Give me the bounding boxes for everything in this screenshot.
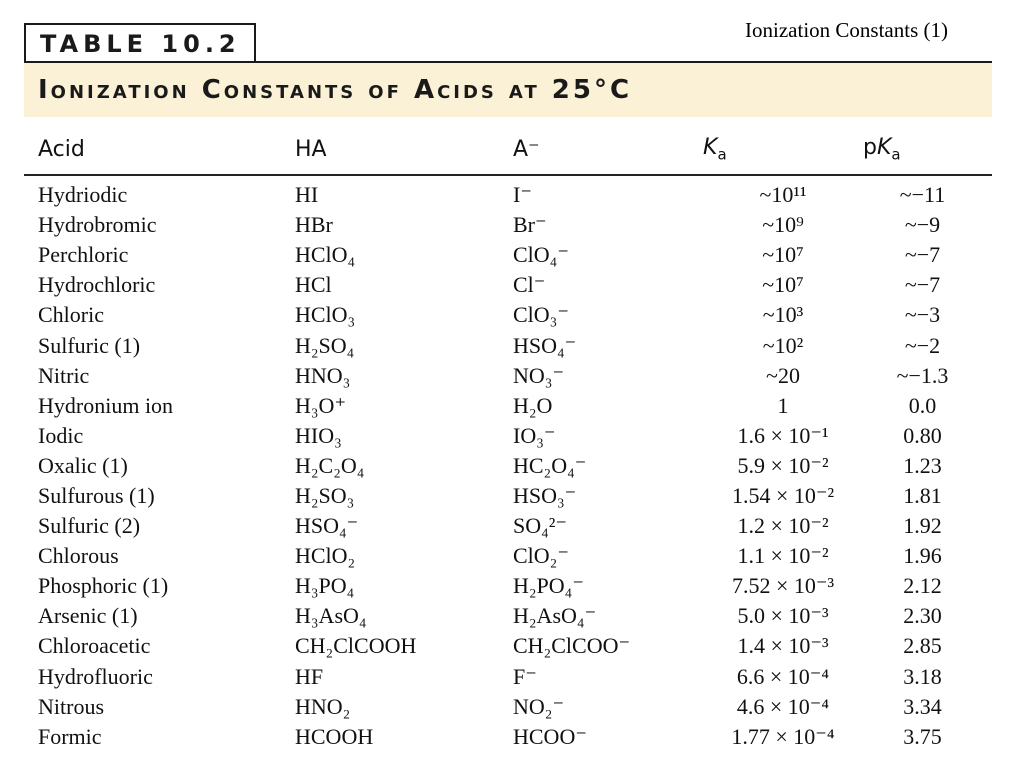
cell-ka: ~10²	[762, 332, 804, 358]
cell-a-minus: H₂PO₄⁻	[513, 573, 584, 599]
ionization-constants-table	[24, 124, 992, 752]
cell-a-minus: H₂AsO₄⁻	[513, 603, 597, 629]
cell-acid: Hydriodic	[38, 182, 128, 208]
table-header-row	[24, 124, 992, 175]
table-row	[24, 175, 992, 210]
column-header-ha: HA	[295, 124, 513, 175]
cell-a-minus: Cl⁻	[513, 272, 546, 298]
cell-ka: ~10⁹	[762, 212, 804, 238]
cell-a-minus: SO₄²⁻	[513, 513, 568, 539]
table-row	[24, 270, 992, 300]
cell-a-minus: HC₂O₄⁻	[513, 452, 587, 478]
cell-acid: Nitric	[38, 362, 90, 388]
cell-ka: 1.54 × 10⁻²	[731, 482, 835, 508]
cell-acid: Formic	[38, 723, 102, 749]
cell-ha: HClO₂	[295, 543, 356, 569]
cell-a-minus: H₂O	[513, 392, 553, 418]
table-row	[24, 481, 992, 511]
cell-ha: H₂SO₄	[295, 332, 355, 358]
cell-a-minus: ClO₄⁻	[513, 242, 569, 268]
cell-ha: HClO₃	[295, 302, 356, 328]
table-heading: Ionization Constants of Acids at 25°C	[24, 61, 992, 117]
cell-acid: Hydrochloric	[38, 272, 156, 298]
cell-ka: 1.6 × 10⁻¹	[737, 422, 829, 448]
cell-acid: Iodic	[38, 422, 84, 448]
table-row	[24, 451, 992, 481]
cell-ka: ~10⁷	[762, 272, 804, 298]
cell-ha: CH₂ClCOOH	[295, 633, 417, 659]
cell-acid: Chloroacetic	[38, 633, 151, 659]
cell-ka: 1	[777, 392, 789, 418]
table-row	[24, 541, 992, 571]
cell-a-minus: ClO₂⁻	[513, 543, 569, 569]
table-row	[24, 571, 992, 601]
cell-pka: 0.80	[903, 422, 942, 448]
table-row	[24, 601, 992, 631]
cell-ka: ~10⁷	[762, 242, 804, 268]
column-header-acid: Acid	[24, 124, 295, 175]
cell-ka: 5.0 × 10⁻³	[737, 603, 829, 629]
cell-acid: Arsenic (1)	[38, 603, 138, 629]
column-header-pka: $pK_a$	[863, 124, 992, 175]
cell-ka: ~10¹¹	[759, 182, 807, 208]
cell-acid: Nitrous	[38, 693, 104, 719]
table-row	[24, 511, 992, 541]
cell-ha: HNO₂	[295, 693, 351, 719]
cell-pka: 1.81	[903, 482, 942, 508]
cell-a-minus: HCOO⁻	[513, 723, 587, 749]
cell-ha: H₃O⁺	[295, 392, 347, 418]
cell-pka: 3.18	[903, 663, 942, 689]
cell-ha: H₃PO₄	[295, 573, 355, 599]
table-body	[24, 175, 992, 752]
cell-pka: ~−2	[904, 332, 941, 358]
cell-ha: H₂C₂O₄	[295, 452, 365, 478]
cell-acid: Sulfurous (1)	[38, 482, 155, 508]
cell-pka: 3.34	[903, 693, 942, 719]
cell-acid: Phosphoric (1)	[38, 573, 169, 599]
cell-acid: Hydrofluoric	[38, 663, 153, 689]
cell-ha: HIO₃	[295, 422, 342, 448]
cell-pka: ~−7	[904, 242, 941, 268]
cell-ha: HNO₃	[295, 362, 351, 388]
cell-ka: 4.6 × 10⁻⁴	[736, 693, 830, 719]
cell-ha: HCOOH	[295, 723, 374, 749]
cell-ha: HSO₄⁻	[295, 513, 359, 539]
cell-acid: Chlorous	[38, 543, 119, 569]
cell-ha: HBr	[295, 212, 333, 238]
cell-a-minus: Br⁻	[513, 212, 547, 238]
cell-a-minus: HSO₄⁻	[513, 332, 577, 358]
cell-ha: H₂SO₃	[295, 482, 355, 508]
cell-pka: 1.23	[903, 452, 942, 478]
table-row	[24, 330, 992, 360]
cell-ha: HClO₄	[295, 242, 356, 268]
cell-ka: ~10³	[762, 302, 804, 328]
cell-ha: HF	[295, 663, 324, 689]
cell-pka: 1.92	[903, 513, 942, 539]
table-row	[24, 391, 992, 421]
cell-a-minus: F⁻	[513, 663, 537, 689]
table-row	[24, 662, 992, 692]
column-header-a-minus: A⁻	[513, 124, 703, 175]
cell-ka: 5.9 × 10⁻²	[737, 452, 829, 478]
cell-ka: 1.77 × 10⁻⁴	[731, 723, 835, 749]
table-row	[24, 421, 992, 451]
cell-a-minus: NO₂⁻	[513, 693, 565, 719]
cell-pka: 3.75	[903, 723, 942, 749]
cell-ha: HCl	[295, 272, 332, 298]
cell-a-minus: IO₃⁻	[513, 422, 556, 448]
slide-title: Ionization Constants (1)	[745, 18, 948, 42]
table-row	[24, 210, 992, 240]
cell-ka: ~20	[766, 362, 800, 388]
cell-acid: Hydrobromic	[38, 212, 157, 238]
cell-ka: 6.6 × 10⁻⁴	[736, 663, 830, 689]
cell-ka: 1.4 × 10⁻³	[737, 633, 829, 659]
table-row	[24, 722, 992, 752]
cell-acid: Perchloric	[38, 242, 129, 268]
column-header-ka: $K_a$	[703, 124, 863, 175]
table-row	[24, 300, 992, 330]
cell-a-minus: I⁻	[513, 182, 532, 208]
table-row	[24, 240, 992, 270]
table-label: TABLE 10.2	[24, 23, 256, 61]
cell-a-minus: HSO₃⁻	[513, 482, 577, 508]
table-row	[24, 361, 992, 391]
cell-ka: 1.2 × 10⁻²	[737, 513, 829, 539]
table-row	[24, 692, 992, 722]
cell-acid: Chloric	[38, 302, 104, 328]
cell-pka: 2.30	[903, 603, 942, 629]
cell-acid: Sulfuric (1)	[38, 332, 141, 358]
cell-pka: ~−11	[899, 182, 946, 208]
cell-pka: 2.12	[903, 573, 942, 599]
cell-pka: ~−7	[904, 272, 941, 298]
cell-a-minus: CH₂ClCOO⁻	[513, 633, 631, 659]
cell-ha: HI	[295, 182, 319, 208]
cell-ha: H₃AsO₄	[295, 603, 367, 629]
cell-acid: Sulfuric (2)	[38, 513, 141, 539]
cell-pka: 2.85	[903, 633, 942, 659]
cell-ka: 1.1 × 10⁻²	[737, 543, 829, 569]
cell-pka: ~−9	[904, 212, 941, 238]
table-row	[24, 631, 992, 661]
cell-ka: 7.52 × 10⁻³	[731, 573, 835, 599]
cell-pka: 0.0	[908, 392, 937, 418]
cell-pka: ~−1.3	[896, 362, 949, 388]
cell-a-minus: NO₃⁻	[513, 362, 565, 388]
cell-pka: 1.96	[903, 543, 942, 569]
cell-acid: Oxalic (1)	[38, 452, 128, 478]
cell-pka: ~−3	[904, 302, 941, 328]
cell-acid: Hydronium ion	[38, 392, 174, 418]
cell-a-minus: ClO₃⁻	[513, 302, 569, 328]
